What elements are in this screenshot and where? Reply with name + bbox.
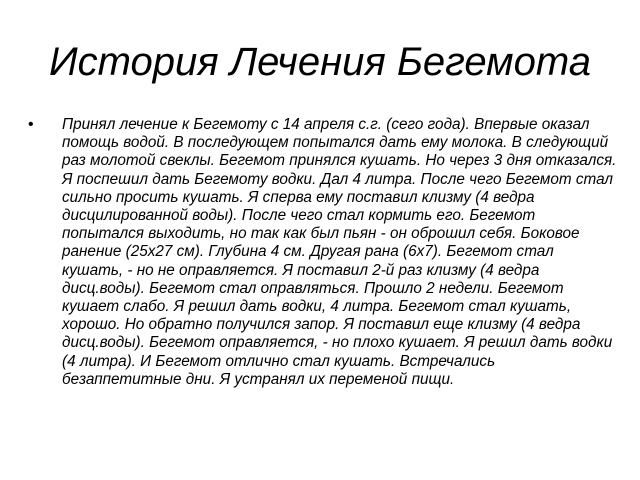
bullet-text: Принял лечение к Бегемоту с 14 апреля с.г. (сего года). Впервые оказал помощь водой. В последующем попытался дать ему молока. В следующий раз молотой свеклы. Бегемот принялся кушать. Но через 3 дня отказался. Я поспешил дать Бегемоту водки. Дал 4 литра. После чего Бегемот стал сильно просить кушать. Я сперва ему поставил клизму (4 ведра дисцилированной воды). После чего стал кормить его. Бегемот попытался выходить, но так как был пьян - он оброшил себя. Боковое ранение (25х27 см). Глубина 4 см. Другая рана (6х7). Бегемот стал кушать, - но не оправляется. Я поставил 2-й раз клизму (4 ведра дисц.воды). Бегемот стал оправляться. Прошло 2 недели. Бегемот кушает слабо. Я решил дать водки, 4 литра. Бегемот стал кушать, хорошо. Но обратно получился запор. Я поставил еще клизму (4 ведра дисц.воды). Бегемот оправляется, - но плохо кушает. Я решил дать водки (4 литра). И Бегемот отлично стал кушать. Встречались безаппетитные дни. Я устранял их переменой пищи. xyxy=(62,116,617,388)
bullet-marker: • xyxy=(28,116,34,133)
slide-title: История Лечения Бегемота xyxy=(49,40,591,84)
bullet-item xyxy=(28,116,618,389)
bullet-list xyxy=(28,116,618,389)
